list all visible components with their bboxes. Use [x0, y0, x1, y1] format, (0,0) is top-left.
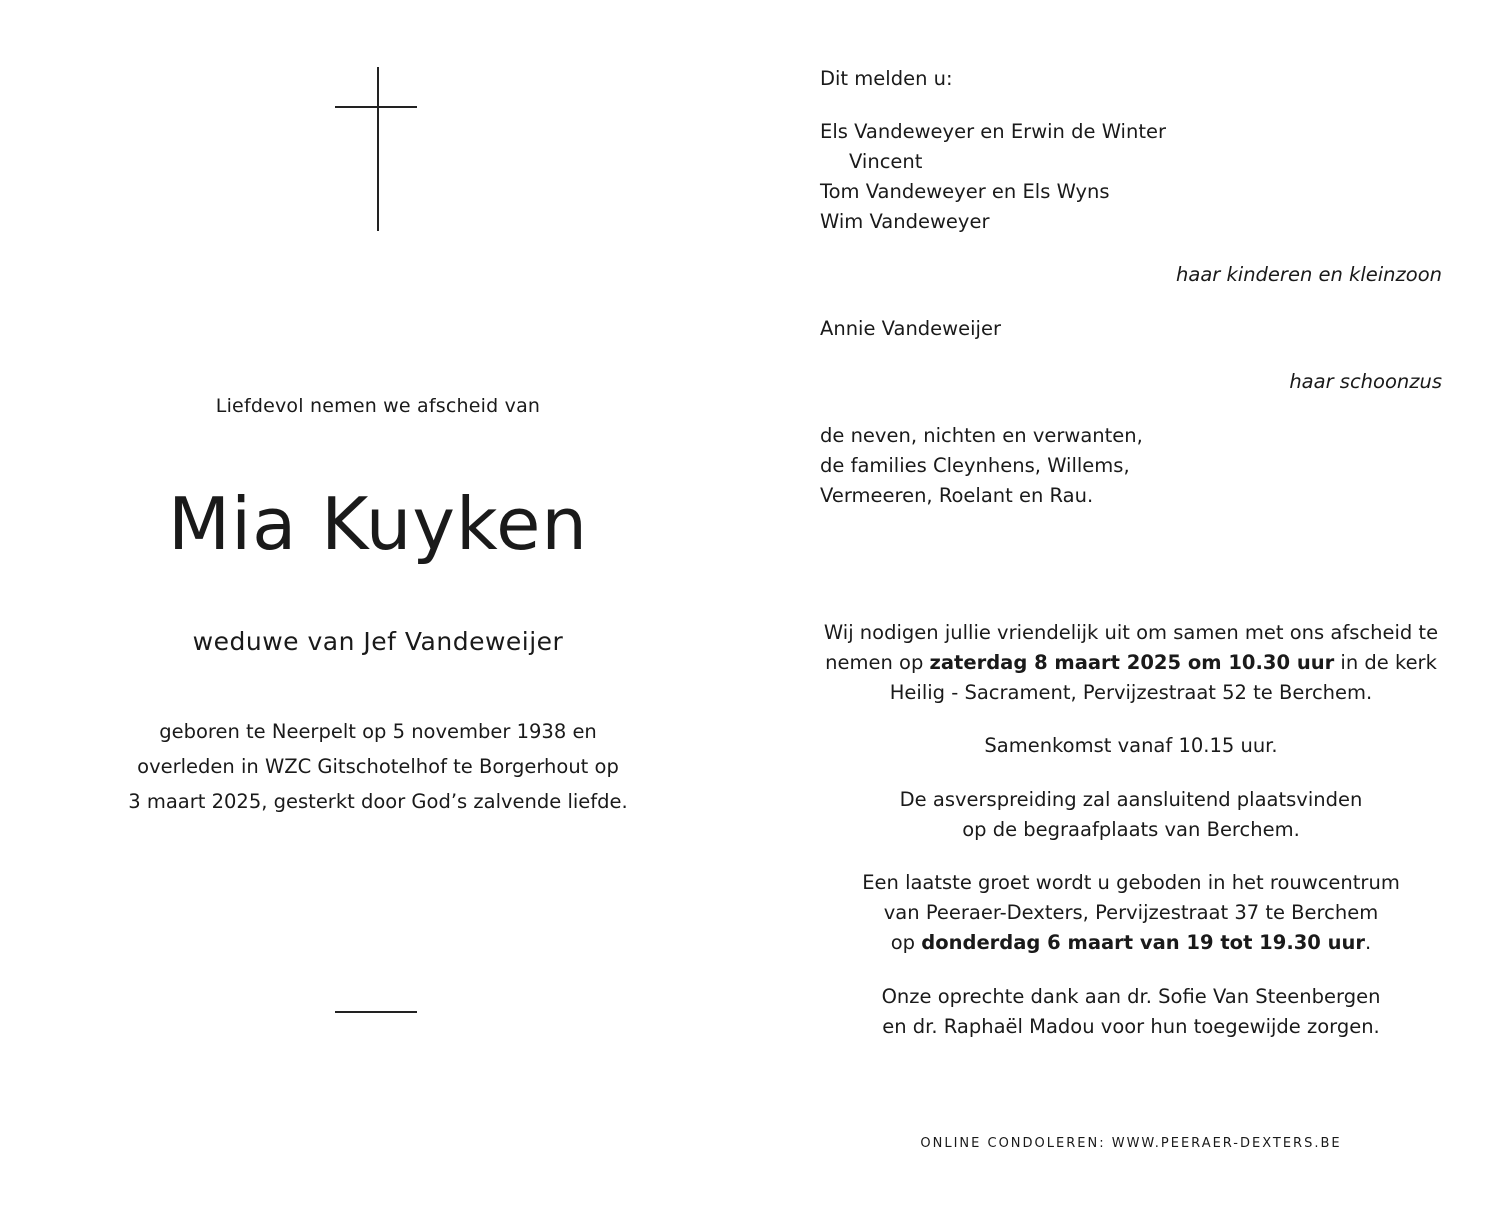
farewell-text — [806, 868, 1456, 958]
bio-text — [100, 714, 656, 819]
condolence-footer: ONLINE CONDOLEREN: WWW.PEERAER-DEXTERS.BE — [920, 1136, 1342, 1151]
invitation-line — [806, 648, 1456, 678]
relatives-line: de families Cleynhens, Willems, — [820, 454, 1130, 477]
family-member: Vincent — [849, 150, 923, 173]
scattering-line: De asverspreiding zal aansluitend plaatsvinden — [899, 788, 1363, 811]
children-list — [820, 117, 1166, 237]
relatives-list — [820, 421, 1143, 511]
farewell-post: . — [1365, 931, 1372, 954]
sister-in-law-relation: haar schoonzus — [1289, 370, 1442, 393]
scattering-line: op de begraafplaats van Berchem. — [962, 818, 1300, 841]
bio-line: overleden in WZC Gitschotelhof te Borgerhout op — [137, 755, 619, 778]
family-member: Els Vandeweyer en Erwin de Winter — [820, 120, 1166, 143]
announce-text: Dit melden u: — [820, 67, 953, 90]
children-relation: haar kinderen en kleinzoon — [1176, 263, 1442, 286]
bio-line: geboren te Neerpelt op 5 november 1938 en — [159, 720, 597, 743]
family-member: Wim Vandeweyer — [820, 210, 990, 233]
farewell-pre: op — [890, 931, 922, 954]
intro-text: Liefdevol nemen we afscheid van — [215, 395, 541, 417]
relatives-line: de neven, nichten en verwanten, — [820, 424, 1143, 447]
farewell-line: Een laatste groet wordt u geboden in het rouwcentrum — [862, 871, 1400, 894]
farewell-line — [806, 928, 1456, 958]
invitation-pre: nemen op — [825, 651, 930, 674]
thanks-line: Onze oprechte dank aan dr. Sofie Van Steenbergen — [881, 985, 1381, 1008]
family-member: Tom Vandeweyer en Els Wyns — [820, 180, 1110, 203]
thanks-text — [806, 982, 1456, 1042]
invitation-line: Wij nodigen jullie vriendelijk uit om samen met ons afscheid te — [823, 621, 1439, 644]
relatives-line: Vermeeren, Roelant en Rau. — [820, 484, 1094, 507]
invitation-line: Heilig - Sacrament, Pervijzestraat 52 te Berchem. — [889, 681, 1373, 704]
thanks-line: en dr. Raphaël Madou voor hun toegewijde zorgen. — [882, 1015, 1380, 1038]
deceased-name: Mia Kuyken — [167, 482, 589, 566]
ceremony-datetime: zaterdag 8 maart 2025 om 10.30 uur — [929, 651, 1335, 674]
cross-horizontal-bar — [335, 106, 417, 108]
widow-of-text: weduwe van Jef Vandeweijer — [192, 627, 564, 656]
bio-line: 3 maart 2025, gesterkt door God’s zalvende liefde. — [128, 790, 628, 813]
invitation-post: in de kerk — [1334, 651, 1437, 674]
scattering-text — [806, 785, 1456, 845]
sister-in-law: Annie Vandeweijer — [820, 317, 1001, 340]
gathering-text: Samenkomst vanaf 10.15 uur. — [984, 734, 1278, 757]
invitation-text — [806, 618, 1456, 708]
cross-vertical-bar — [377, 67, 379, 231]
farewell-line: van Peeraer-Dexters, Pervijzestraat 37 te Berchem — [883, 901, 1379, 924]
farewell-datetime: donderdag 6 maart van 19 tot 19.30 uur — [921, 931, 1366, 954]
bottom-divider — [335, 1011, 417, 1013]
